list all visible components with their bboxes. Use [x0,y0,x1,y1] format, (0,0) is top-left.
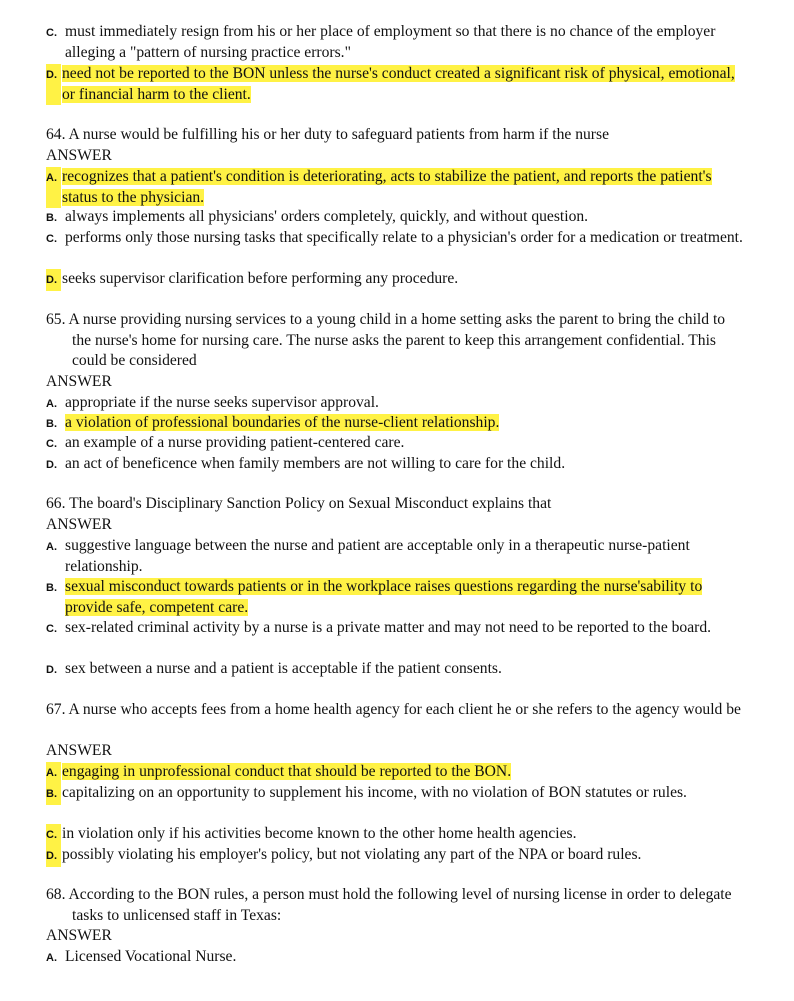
option-label: D. [46,64,61,105]
q67-option-b [46,783,746,805]
option-label: C. [46,824,61,846]
option-text-highlighted: engaging in unprofessional conduct that should be reported to the BON. [62,763,512,780]
q65-option-b [46,413,746,435]
option-label: D. [46,845,61,867]
option-text: Licensed Vocational Nurse. [65,948,237,965]
q63-option-d [46,64,746,105]
option-text: seeks supervisor clarification before performing any procedure. [62,270,459,287]
option-label: D. [46,269,61,291]
q67-option-d [46,845,746,867]
q67-question [46,700,746,721]
q66-option-a [46,536,746,577]
option-label: C. [46,623,57,635]
option-text-highlighted: recognizes that a patient's condition is deteriorating, acts to stabilize the patient, and reports the patient's status to the physician. [62,168,712,206]
question-text: 68. According to the BON rules, a person must hold the following level of nursing license in order to delegate tasks to unlicensed staff in Texas: [46,886,732,924]
q63-option-c [46,22,746,63]
option-text: sex-related criminal activity by a nurse is a private matter and may not need to be reported to the board. [65,619,712,636]
option-label: D. [46,664,57,676]
option-text: always implements all physicians' orders completely, quickly, and without question. [65,208,589,225]
option-label: B. [46,212,57,224]
option-text: an example of a nurse providing patient-centered care. [65,434,405,451]
q64-answer-heading: ANSWER [46,147,112,164]
q64-option-c [46,228,746,250]
q67-option-a [46,762,746,784]
option-label: C. [46,438,57,450]
question-text: 65. A nurse providing nursing services to a young child in a home setting asks the parent to bring the child to the nurse's home for nursing care. The nurse asks the parent to keep this arrangement confidential. This could be considered [46,311,726,369]
q65-answer-heading: ANSWER [46,373,112,390]
option-text: capitalizing on an opportunity to supplement his income, with no violation of BON statutes or rules. [62,784,687,801]
q67-answer-heading: ANSWER [46,742,112,759]
q65-option-d [46,454,746,476]
q64-question [46,125,746,146]
option-label: D. [46,459,57,471]
q66-question [46,494,746,515]
q68-option-a [46,947,746,969]
option-label: B. [46,783,61,805]
option-label: A. [46,762,61,784]
q65-option-c [46,433,746,455]
option-text: sex between a nurse and a patient is acceptable if the patient consents. [65,660,502,677]
option-text: possibly violating his employer's policy, but not violating any part of the NPA or board rules. [62,846,642,863]
q64-option-a [46,167,746,208]
option-text: in violation only if his activities become known to the other home health agencies. [62,825,577,842]
option-label: B. [46,582,57,594]
q66-option-d [46,659,746,681]
option-text: appropriate if the nurse seeks supervisor approval. [65,394,379,411]
option-text: performs only those nursing tasks that specifically relate to a physician's order for a medication or treatment. [65,229,743,246]
option-label: A. [46,398,57,410]
question-text: 67. A nurse who accepts fees from a home health agency for each client he or she refers to the agency would be [46,701,741,718]
question-text: 66. The board's Disciplinary Sanction Policy on Sexual Misconduct explains that [46,495,552,512]
q65-question [46,310,746,372]
option-label: A. [46,541,57,553]
option-label: C. [46,233,57,245]
q64-option-b [46,207,746,229]
q68-answer-heading: ANSWER [46,927,112,944]
q66-option-c [46,618,746,640]
option-label: A. [46,952,57,964]
option-text: suggestive language between the nurse and patient are acceptable only in a therapeutic nurse-patient relationship. [65,537,690,575]
option-label: A. [46,167,61,208]
option-label: C. [46,27,57,39]
option-text-highlighted: sexual misconduct towards patients or in the workplace raises questions regarding the nurse'sability to provide safe, competent care. [65,578,703,616]
option-text: an act of beneficence when family members are not willing to care for the child. [65,455,566,472]
question-text: 64. A nurse would be fulfilling his or her duty to safeguard patients from harm if the nurse [46,126,609,143]
option-text-highlighted: a violation of professional boundaries of the nurse-client relationship. [65,414,500,431]
q66-answer-heading: ANSWER [46,516,112,533]
q67-option-c [46,824,746,846]
option-text: must immediately resign from his or her place of employment so that there is no chance of the employer alleging a "pattern of nursing practice errors." [65,23,716,61]
q64-option-d [46,269,746,291]
q66-option-b [46,577,746,618]
q65-option-a [46,393,746,415]
option-text-highlighted: need not be reported to the BON unless the nurse's conduct created a significant risk of physical, emotional, or financial harm to the client. [62,65,735,103]
q68-question [46,885,746,926]
option-label: B. [46,418,57,430]
